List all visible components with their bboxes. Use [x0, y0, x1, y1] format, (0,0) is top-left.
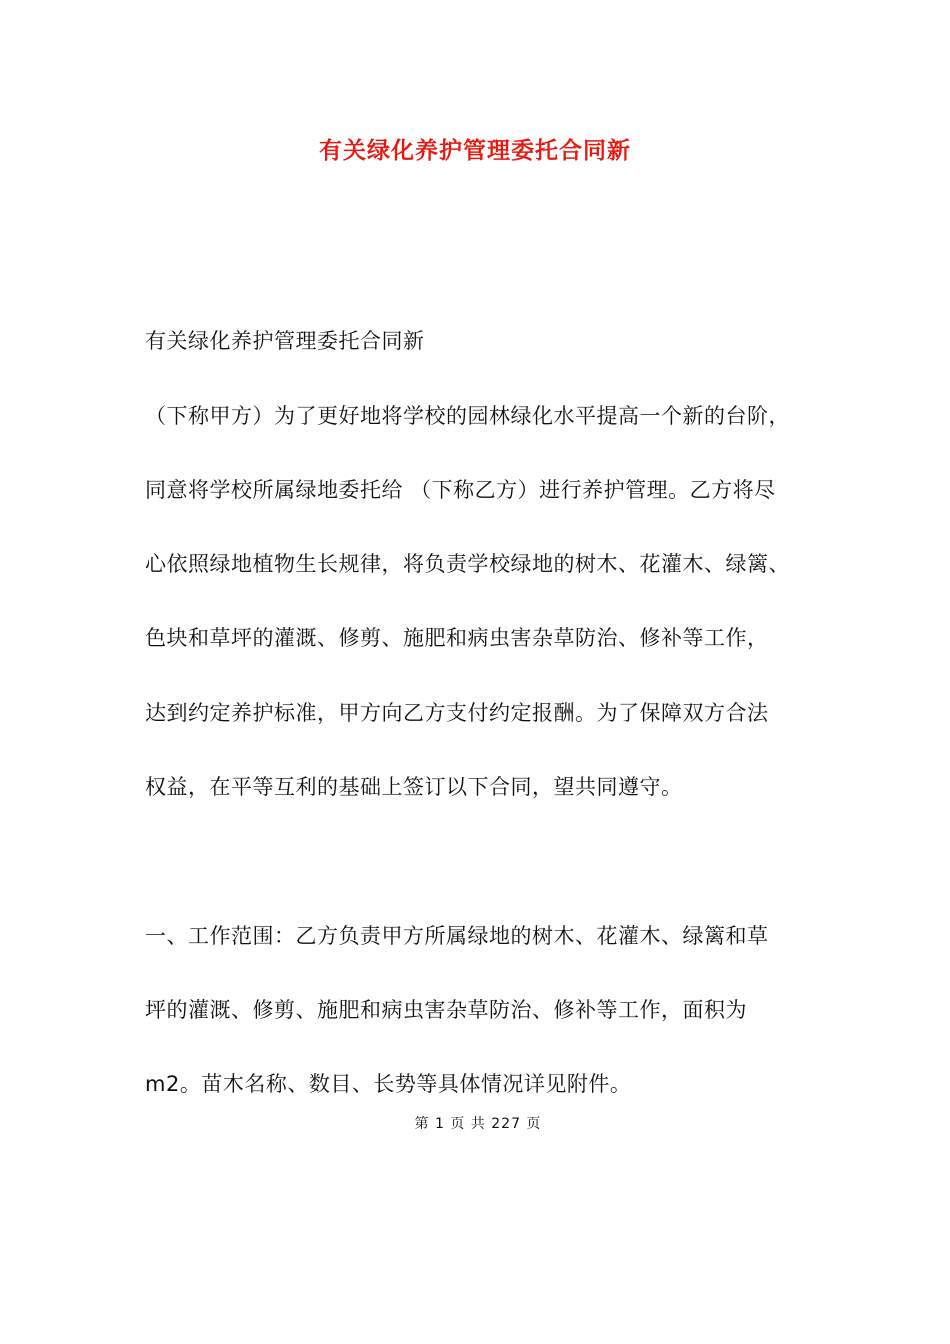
body-line: 心依照绿地植物生长规律，将负责学校绿地的树木、花灌木、绿篱、: [145, 552, 790, 576]
body-line: 同意将学校所属绿地委托给 （下称乙方）进行养护管理。乙方将尽: [145, 478, 776, 502]
body-line: 达到约定养护标准，甲方向乙方支付约定报酬。为了保障双方合法: [145, 701, 769, 725]
page-number: 第 1 页 共 227 页: [414, 1116, 542, 1132]
body-line: m2。苗木名称、数目、长势等具体情况详见附件。: [145, 1072, 632, 1096]
body-line: 一、工作范围：乙方负责甲方所属绿地的树木、花灌木、绿篱和草: [145, 924, 769, 948]
body-line: 权益，在平等互利的基础上签订以下合同，望共同遵守。: [145, 775, 683, 799]
body-line: 坪的灌溉、修剪、施肥和病虫害杂草防治、修补等工作，面积为: [145, 998, 747, 1022]
body-line: （下称甲方）为了更好地将学校的园林绿化水平提高一个新的台阶，: [145, 404, 790, 428]
page-title: 有关绿化养护管理委托合同新: [319, 138, 631, 164]
body-line: 有关绿化养护管理委托合同新: [145, 329, 425, 353]
body-line: 色块和草坪的灌溉、修剪、施肥和病虫害杂草防治、修补等工作，: [145, 626, 769, 650]
page-footer: [0, 1113, 950, 1133]
